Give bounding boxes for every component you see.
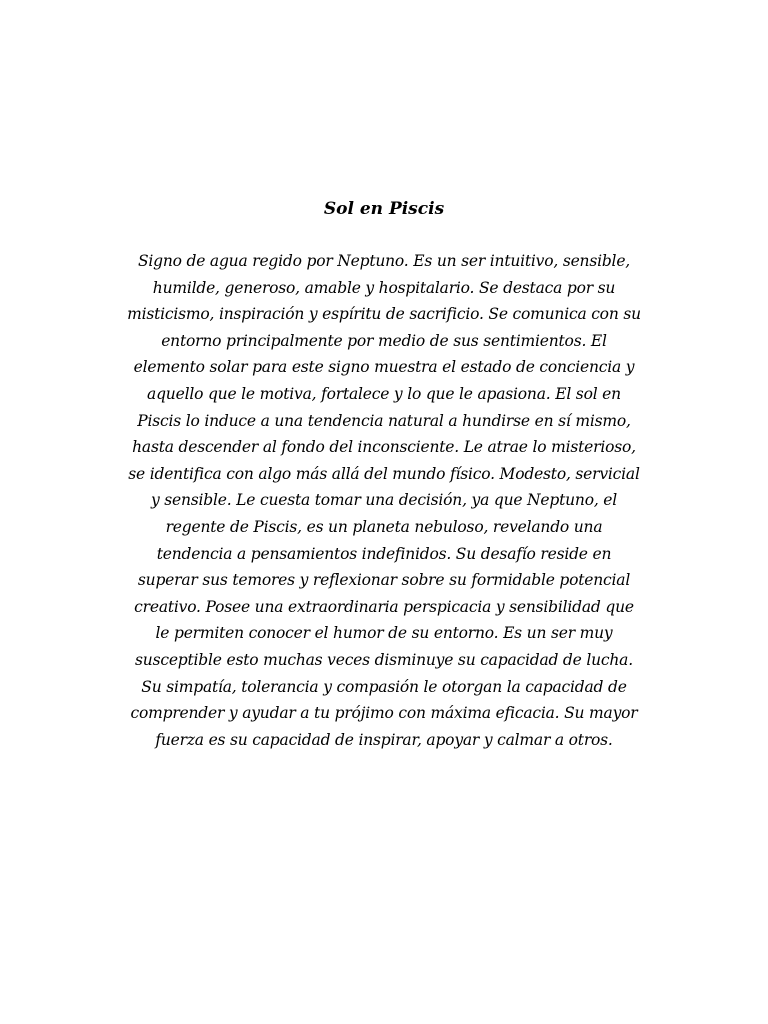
body-paragraph: Signo de agua regido por Neptuno. Es un ser intuitivo, sensible, humilde, generoso, amable y hospitalario. Se destaca por su misticismo, inspiración y espíritu de sacrificio. Se comunica con su entorno principalmente por medio de sus sentimientos. El elemento solar para este signo muestra el estado de conciencia y aquello que le motiva, fortalece y lo que le apasiona. El sol en Piscis lo induce a una tendencia natural a hundirse en sí mismo, hasta descender al fondo del inconsciente. Le atrae lo misterioso, se identifica con algo más allá del mundo físico. Modesto, servicial y sensible. Le cuesta tomar una decisión, ya que Neptuno, el regente de Piscis, es un planeta nebuloso, revelando una tendencia a pensamientos indefinidos. Su desafío reside en superar sus temores y reflexionar sobre su formidable potencial creativo. Posee una extraordinaria perspicacia y sensibilidad que le permiten conocer el humor de su entorno. Es un ser muy susceptible esto muchas veces disminuye su capacidad de lucha. Su simpatía, tolerancia y compasión le otorgan la capacidad de comprender y ayudar a tu prójimo con máxima eficacia. Su mayor fuerza es su capacidad de inspirar, apoyar y calmar a otros. xyxy=(127,252,641,749)
page-title: Sol en Piscis xyxy=(323,199,445,219)
